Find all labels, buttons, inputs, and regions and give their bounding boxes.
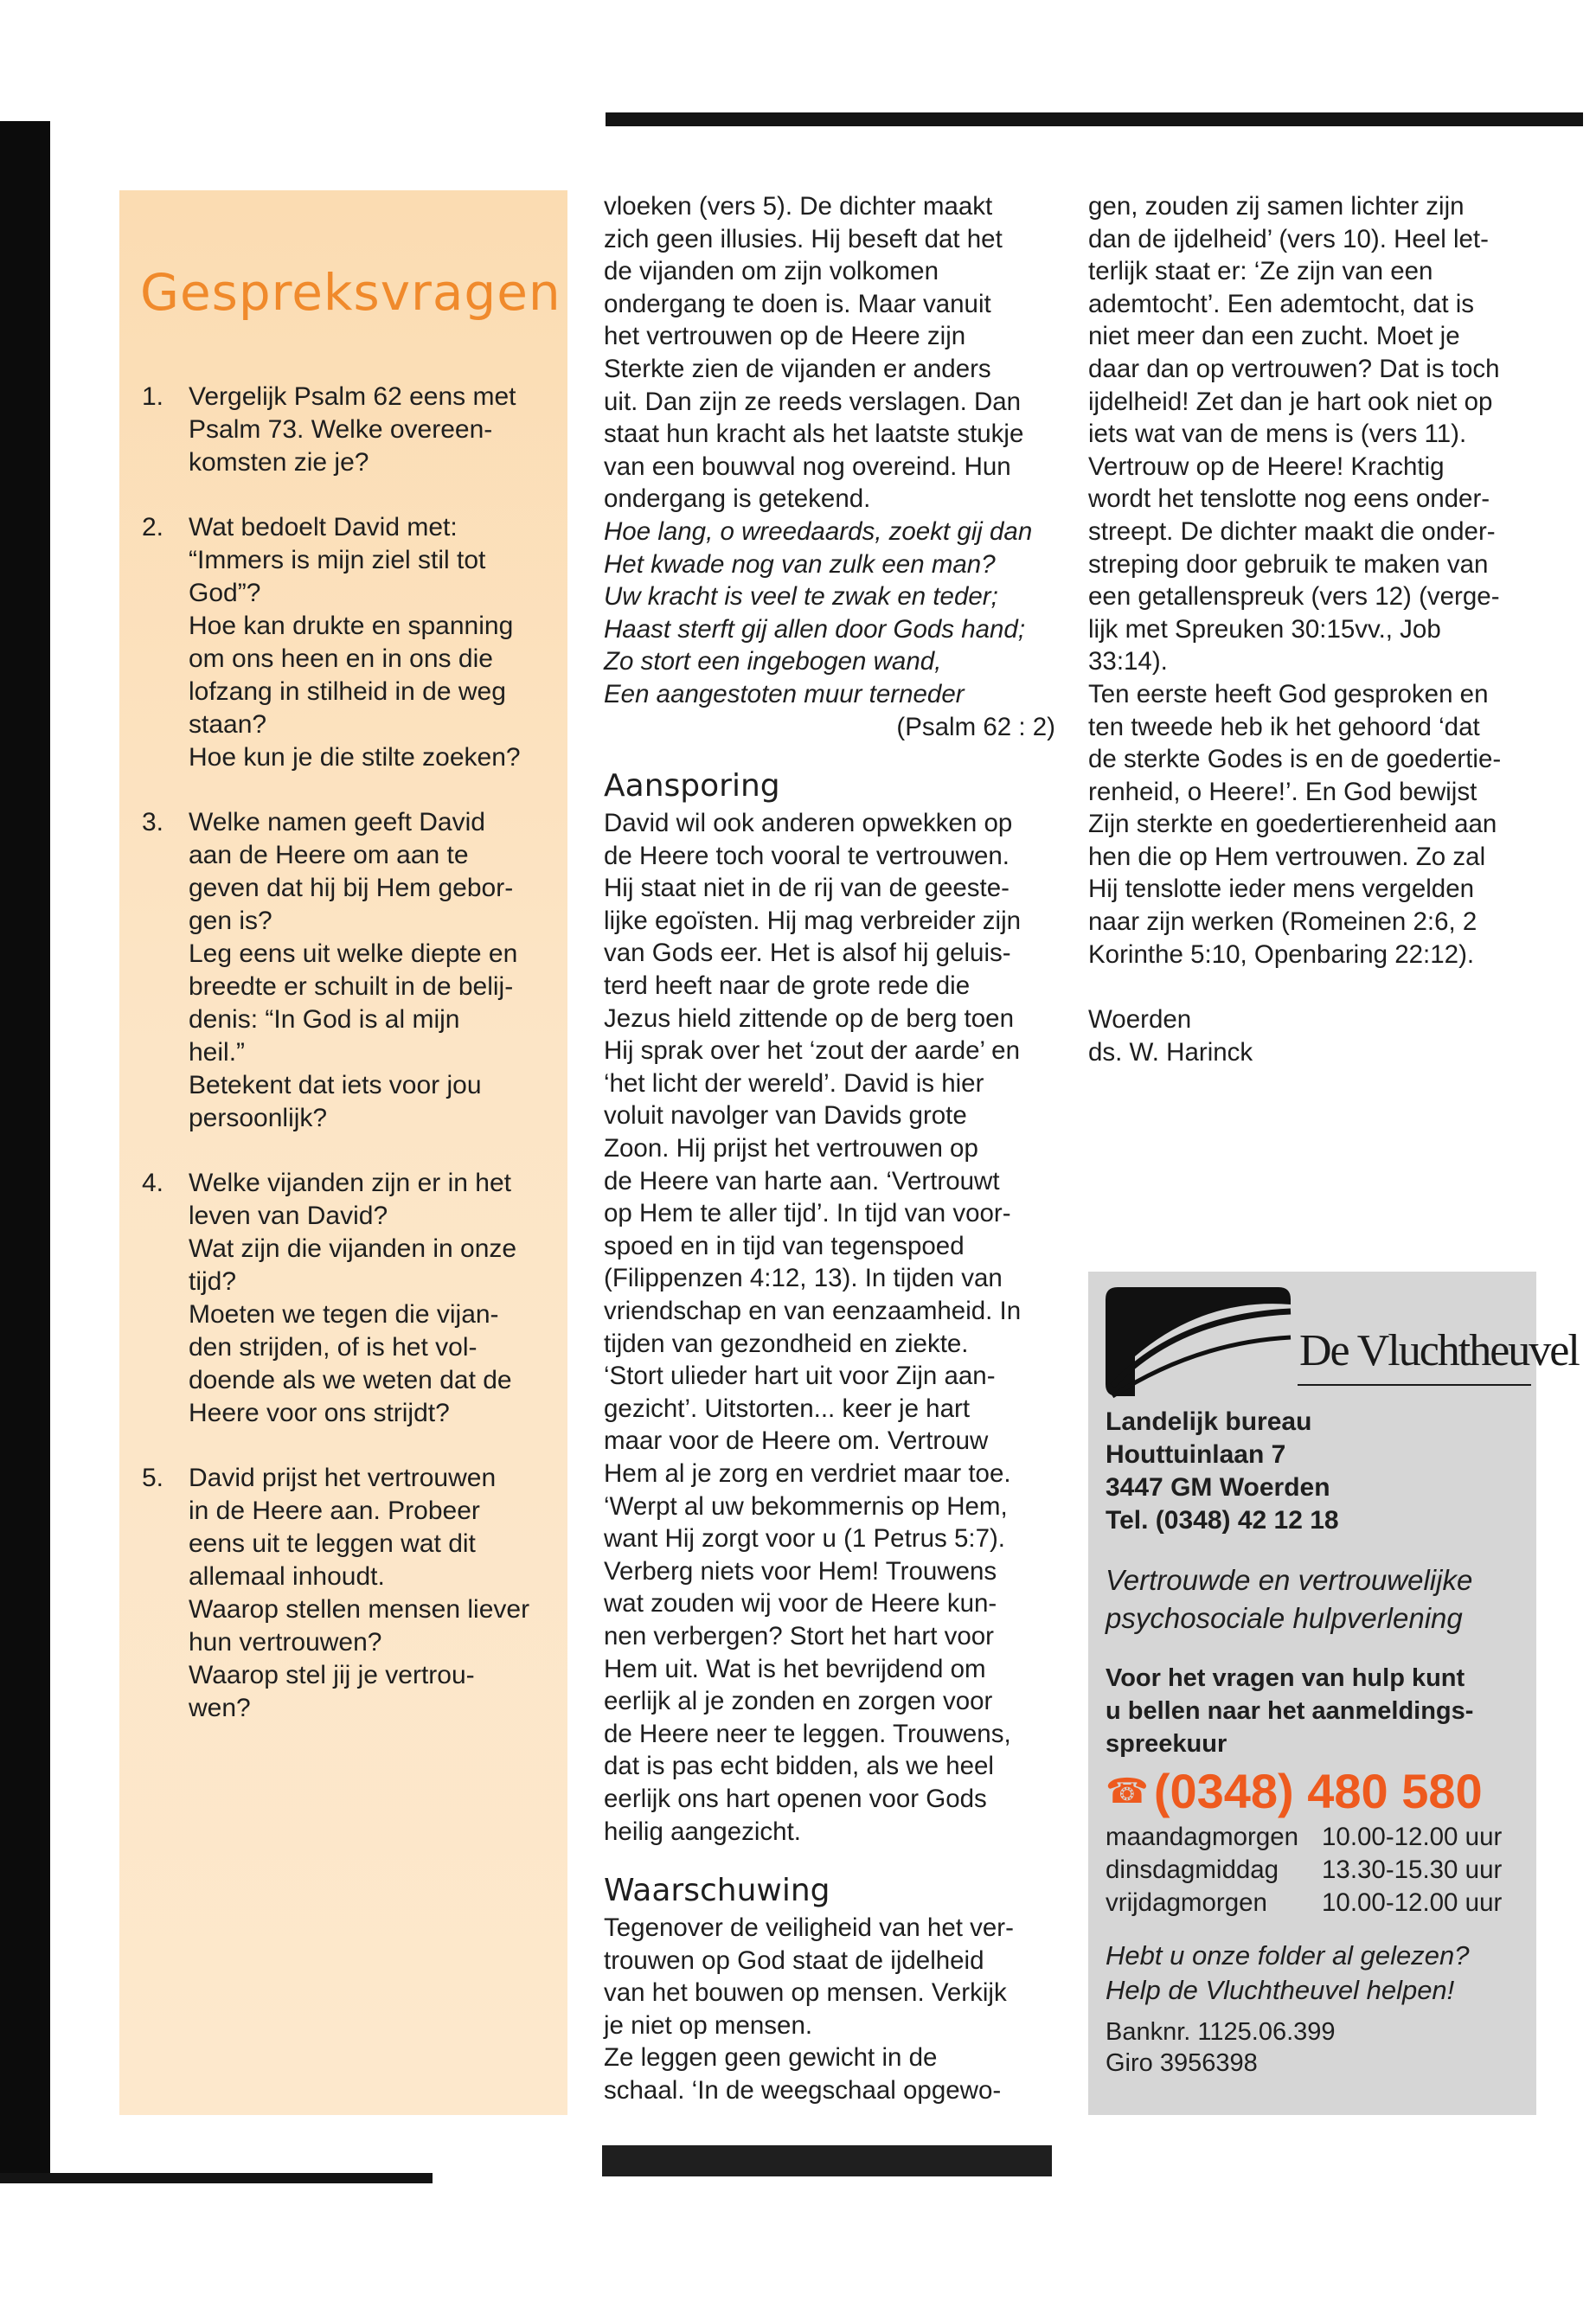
- scan-edge-left: [0, 121, 50, 2180]
- body-line: ‘Stort ulieder hart uit voor Zijn aan-: [604, 1362, 996, 1391]
- body-line: ijdelheid! Zet dan je hart ook niet op: [1088, 387, 1493, 416]
- call-instructions: [1106, 1662, 1529, 1760]
- body-line: Verberg niets voor Hem! Trouwens: [604, 1556, 997, 1586]
- question-line: staan?: [189, 710, 267, 739]
- body-line: (Filippenzen 4:12, 13). In tijden van: [604, 1264, 1003, 1293]
- body-line: lijke egoïsten. Hij mag verbreider zijn: [604, 906, 1022, 935]
- address-line: 3447 GM Woerden: [1106, 1473, 1330, 1502]
- body-line: daar dan op vertrouwen? Dat is toch: [1088, 354, 1500, 383]
- body-line: ‘Werpt al uw bekommernis op Hem,: [604, 1491, 1008, 1521]
- question-line: “Immers is mijn ziel stil tot: [189, 546, 486, 574]
- body-line: streping door gebruik te maken van: [1088, 549, 1489, 579]
- question-line: Heere voor ons strijdt?: [189, 1399, 450, 1427]
- body-line: heilig aangezicht.: [604, 1817, 801, 1846]
- body-line: Hem al je zorg en verdriet maar toe.: [604, 1458, 1011, 1488]
- body-line: eerlijk ons hart openen voor Gods: [604, 1784, 987, 1813]
- body-line: Korinthe 5:10, Openbaring 22:12).: [1088, 939, 1475, 969]
- question-line: Wat zijn die vijanden in onze: [189, 1234, 517, 1263]
- body-line: schaal. ‘In de weegschaal opgewo-: [604, 2076, 1002, 2106]
- scan-edge-bottom: [0, 2173, 433, 2183]
- question-line: hun vertrouwen?: [189, 1628, 382, 1657]
- body-line: van Gods eer. Het is alsof hij geluis-: [604, 939, 1011, 968]
- body-line: voluit navolger van Davids grote: [604, 1101, 967, 1131]
- body-line: lijk met Spreuken 30:15vv., Job: [1088, 614, 1441, 644]
- body-line: David wil ook anderen opwekken op: [604, 809, 1013, 838]
- body-line: Zoon. Hij prijst het vertrouwen op: [604, 1134, 978, 1163]
- question-item: [119, 381, 567, 479]
- question-line: Welke vijanden zijn er in het: [189, 1169, 511, 1197]
- sidebar-title: Gespreksvragen: [140, 263, 561, 322]
- body-line: niet meer dan een zucht. Moet je: [1088, 322, 1460, 351]
- body-line: vloeken (vers 5). De dichter maakt: [604, 192, 993, 221]
- body-line: Sterkte zien de vijanden er anders: [604, 354, 991, 383]
- question-number: 2.: [142, 513, 164, 542]
- question-line: komsten zie je?: [189, 448, 369, 477]
- question-number: 4.: [142, 1169, 164, 1197]
- question-line: om ons heen en in ons die: [189, 644, 493, 673]
- question-line: den strijden, of is het vol-: [189, 1333, 478, 1362]
- brand-name: De Vluchtheuvel: [1299, 1326, 1579, 1375]
- question-line: doende als we weten dat de: [189, 1366, 512, 1394]
- body-line: hen die op Hem vertrouwen. Zo zal: [1088, 842, 1486, 871]
- body-line: het vertrouwen op de Heere zijn: [604, 322, 966, 351]
- question-line: gen is?: [189, 907, 272, 935]
- hours-time: 10.00-12.00 uur: [1322, 1888, 1503, 1917]
- ad-call-to-action: [1106, 1939, 1529, 2008]
- hours-day: dinsdagmiddag: [1106, 1856, 1279, 1884]
- body-line: de vijanden om zijn volkomen: [604, 257, 939, 286]
- question-line: Waarop stel jij je vertrou-: [189, 1661, 475, 1689]
- body-line: de Heere neer te leggen. Trouwens,: [604, 1719, 1011, 1748]
- question-line: Psalm 73. Welke overeen-: [189, 415, 493, 444]
- hours-row: [1106, 1887, 1529, 1920]
- article-column-2: [604, 190, 1055, 2107]
- instruction-line: spreekuur: [1106, 1730, 1227, 1758]
- vluchtheuvel-advertisement: [1088, 1272, 1579, 2115]
- question-number: 1.: [142, 382, 164, 411]
- poem-line: Een aangestoten muur terneder: [604, 679, 965, 708]
- body-line: Tegenover de veiligheid van het ver-: [604, 1913, 1014, 1943]
- body-line: ondergang te doen is. Maar vanuit: [604, 289, 991, 318]
- body-line: Vertrouw op de Heere! Krachtig: [1088, 452, 1445, 481]
- body-line: maar voor de Heere om. Vertrouw: [604, 1426, 989, 1456]
- hours-row: [1106, 1854, 1529, 1887]
- body-line: iets wat van de mens is (vers 11).: [1088, 420, 1467, 449]
- discussion-questions-panel: [119, 190, 567, 2115]
- question-line: tijd?: [189, 1267, 237, 1296]
- body-line: de sterkte Godes is en de goedertie-: [1088, 745, 1502, 774]
- question-line: Hoe kun je die stilte zoeken?: [189, 743, 521, 772]
- body-line: Hem uit. Wat is het bevrijdend om: [604, 1654, 986, 1683]
- body-line: eerlijk al je zonden en zorgen voor: [604, 1687, 993, 1716]
- section-heading-aansporing: Aansporing: [604, 768, 780, 804]
- body-line: terd heeft naar de grote rede die: [604, 971, 971, 1001]
- cta-line: Hebt u onze folder al gelezen?: [1106, 1940, 1470, 1971]
- section-heading-waarschuwing: Waarschuwing: [604, 1873, 830, 1909]
- tagline-line: psychosociale hulpverlening: [1106, 1602, 1463, 1634]
- question-line: God”?: [189, 579, 261, 607]
- question-line: Betekent dat iets voor jou: [189, 1071, 482, 1099]
- bank-line: Banknr. 1125.06.399: [1106, 2018, 1336, 2046]
- body-line: Hij staat niet in de rij van de geeste-: [604, 874, 1010, 903]
- bank-line: Giro 3956398: [1106, 2049, 1258, 2077]
- body-line: trouwen op God staat de ijdelheid: [604, 1945, 984, 1975]
- body-line: Jezus hield zittende op de berg toen: [604, 1003, 1014, 1033]
- question-line: Hoe kan drukte en spanning: [189, 612, 514, 640]
- body-line: ‘het licht der wereld’. David is hier: [604, 1068, 984, 1098]
- question-line: Wat bedoelt David met:: [189, 513, 458, 542]
- address-line: Houttuinlaan 7: [1106, 1440, 1286, 1469]
- question-number: 5.: [142, 1464, 164, 1492]
- body-line: vriendschap en van eenzaamheid. In: [604, 1297, 1022, 1325]
- body-line: dan de ijdelheid’ (vers 10). Heel let-: [1088, 224, 1489, 253]
- poem-line: Haast sterft gij allen door Gods hand;: [604, 614, 1026, 644]
- brand-underline: [1298, 1384, 1531, 1386]
- body-line: op Hem te aller tijd’. In tijd van voor-: [604, 1199, 1011, 1228]
- helpline-number: [1106, 1762, 1529, 1821]
- question-item: [119, 806, 567, 1135]
- body-line: wordt het tenslotte nog eens onder-: [1088, 484, 1490, 514]
- body-line: tijden van gezondheid en ziekte.: [604, 1329, 969, 1358]
- signature-author: ds. W. Harinck: [1088, 1037, 1253, 1067]
- hours-day: maandagmorgen: [1106, 1823, 1299, 1851]
- body-line: gen, zouden zij samen lichter zijn: [1088, 192, 1465, 221]
- body-line: uit. Dan zijn ze reeds verslagen. Dan: [604, 387, 1022, 416]
- body-line: Ten eerste heeft God gesproken en: [1088, 679, 1489, 708]
- body-line: ten tweede heb ik het gehoord ‘dat: [1088, 712, 1480, 741]
- body-line: dat is pas echt bidden, als we heel: [604, 1752, 994, 1781]
- hours-time: 10.00-12.00 uur: [1322, 1823, 1503, 1851]
- question-item: [119, 1462, 567, 1725]
- cta-line: Help de Vluchtheuvel helpen!: [1106, 1975, 1455, 2005]
- poem-line: Uw kracht is veel te zwak en teder;: [604, 582, 998, 612]
- poem-line: Het kwade nog van zulk een man?: [604, 549, 996, 579]
- scan-edge-top: [606, 112, 1583, 126]
- question-line: Welke namen geeft David: [189, 808, 485, 836]
- body-line: terlijk staat er: ‘Ze zijn van een: [1088, 257, 1433, 286]
- question-line: persoonlijk?: [189, 1104, 328, 1132]
- bank-details: [1106, 2016, 1529, 2079]
- instruction-line: Voor het vragen van hulp kunt: [1106, 1664, 1465, 1692]
- body-line: de Heere toch vooral te vertrouwen.: [604, 841, 1010, 870]
- poem-line: Zo stort een ingebogen wand,: [604, 647, 942, 676]
- address-line: Landelijk bureau: [1106, 1407, 1312, 1436]
- scan-bar-bottom: [602, 2145, 1052, 2176]
- body-line: want Hij zorgt voor u (1 Petrus 5:7).: [604, 1524, 1005, 1554]
- hours-day: vrijdagmorgen: [1106, 1888, 1267, 1917]
- phone-number: (0348) 480 580: [1153, 1764, 1483, 1818]
- office-address: [1106, 1406, 1529, 1537]
- question-line: Vergelijk Psalm 62 eens met: [189, 382, 516, 411]
- body-line: Zijn sterkte en goedertierenheid aan: [1088, 810, 1497, 839]
- vluchtheuvel-logo: [1100, 1282, 1579, 1407]
- body-line: 33:14).: [1088, 647, 1168, 676]
- body-line: renheid, o Heere!’. En God bewijst: [1088, 777, 1477, 806]
- body-line: Hij tenslotte ieder mens vergelden: [1088, 875, 1475, 904]
- hours-row: [1106, 1821, 1529, 1854]
- question-line: breedte er schuilt in de belij-: [189, 972, 514, 1001]
- opening-hours: [1106, 1821, 1529, 1920]
- question-line: wen?: [189, 1694, 251, 1722]
- question-line: leven van David?: [189, 1202, 388, 1230]
- signature-block: [1088, 1003, 1538, 1068]
- signature-place: Woerden: [1088, 1005, 1192, 1035]
- phone-icon: ☎: [1106, 1772, 1149, 1811]
- poem-reference: (Psalm 62 : 2): [896, 712, 1055, 741]
- body-line: streept. De dichter maakt die onder-: [1088, 516, 1496, 546]
- ad-tagline: [1106, 1561, 1529, 1638]
- question-line: aan de Heere om aan te: [189, 841, 469, 869]
- body-line: van het bouwen op mensen. Verkijk: [604, 1978, 1007, 2008]
- body-line: je niet op mensen.: [604, 2010, 813, 2040]
- question-number: 3.: [142, 808, 164, 836]
- body-line: nen verbergen? Stort het hart voor: [604, 1621, 994, 1650]
- body-line: zich geen illusies. Hij beseft dat het: [604, 224, 1003, 253]
- tagline-line: Vertrouwde en vertrouwelijke: [1106, 1564, 1473, 1596]
- question-item: [119, 511, 567, 774]
- body-line: naar zijn werken (Romeinen 2:6, 2: [1088, 907, 1477, 937]
- question-line: allemaal inhoudt.: [189, 1562, 385, 1591]
- body-line: Hij sprak over het ‘zout der aarde’ en: [604, 1036, 1020, 1066]
- article-column-3: [1088, 190, 1538, 1068]
- question-line: eens uit te leggen wat dit: [189, 1529, 476, 1558]
- body-line: van een bouwval nog overeind. Hun: [604, 452, 1011, 481]
- question-line: denis: “In God is al mijn: [189, 1005, 460, 1034]
- question-line: heil.”: [189, 1038, 246, 1067]
- body-line: Ze leggen geen gewicht in de: [604, 2043, 938, 2073]
- question-line: in de Heere aan. Probeer: [189, 1497, 480, 1525]
- poem-line: Hoe lang, o wreedaards, zoekt gij dan: [604, 516, 1033, 546]
- body-line: ondergang is getekend.: [604, 484, 871, 514]
- hill-logo-icon: [1100, 1282, 1299, 1403]
- body-line: wat zouden wij voor de Heere kun-: [604, 1589, 997, 1618]
- body-line: een getallenspreuk (vers 12) (verge-: [1088, 582, 1500, 612]
- question-list: [119, 381, 567, 1757]
- question-line: geven dat hij bij Hem gebor-: [189, 874, 514, 902]
- body-line: de Heere van harte aan. ‘Vertrouwt: [604, 1166, 1000, 1195]
- body-line: gezicht’. Uitstorten... keer je hart: [604, 1394, 971, 1423]
- question-line: David prijst het vertrouwen: [189, 1464, 497, 1492]
- hours-time: 13.30-15.30 uur: [1322, 1856, 1503, 1884]
- question-item: [119, 1167, 567, 1430]
- body-line: spoed en in tijd van tegenspoed: [604, 1231, 965, 1260]
- body-line: ademtocht’. Een ademtocht, dat is: [1088, 289, 1475, 318]
- body-line: staat hun kracht als het laatste stukje: [604, 420, 1024, 449]
- instruction-line: u bellen naar het aanmeldings-: [1106, 1697, 1474, 1725]
- address-line: Tel. (0348) 42 12 18: [1106, 1506, 1339, 1535]
- question-line: Waarop stellen mensen liever: [189, 1595, 530, 1624]
- question-line: lofzang in stilheid in de weg: [189, 677, 506, 706]
- question-line: Moeten we tegen die vijan-: [189, 1300, 499, 1329]
- question-line: Leg eens uit welke diepte en: [189, 939, 518, 968]
